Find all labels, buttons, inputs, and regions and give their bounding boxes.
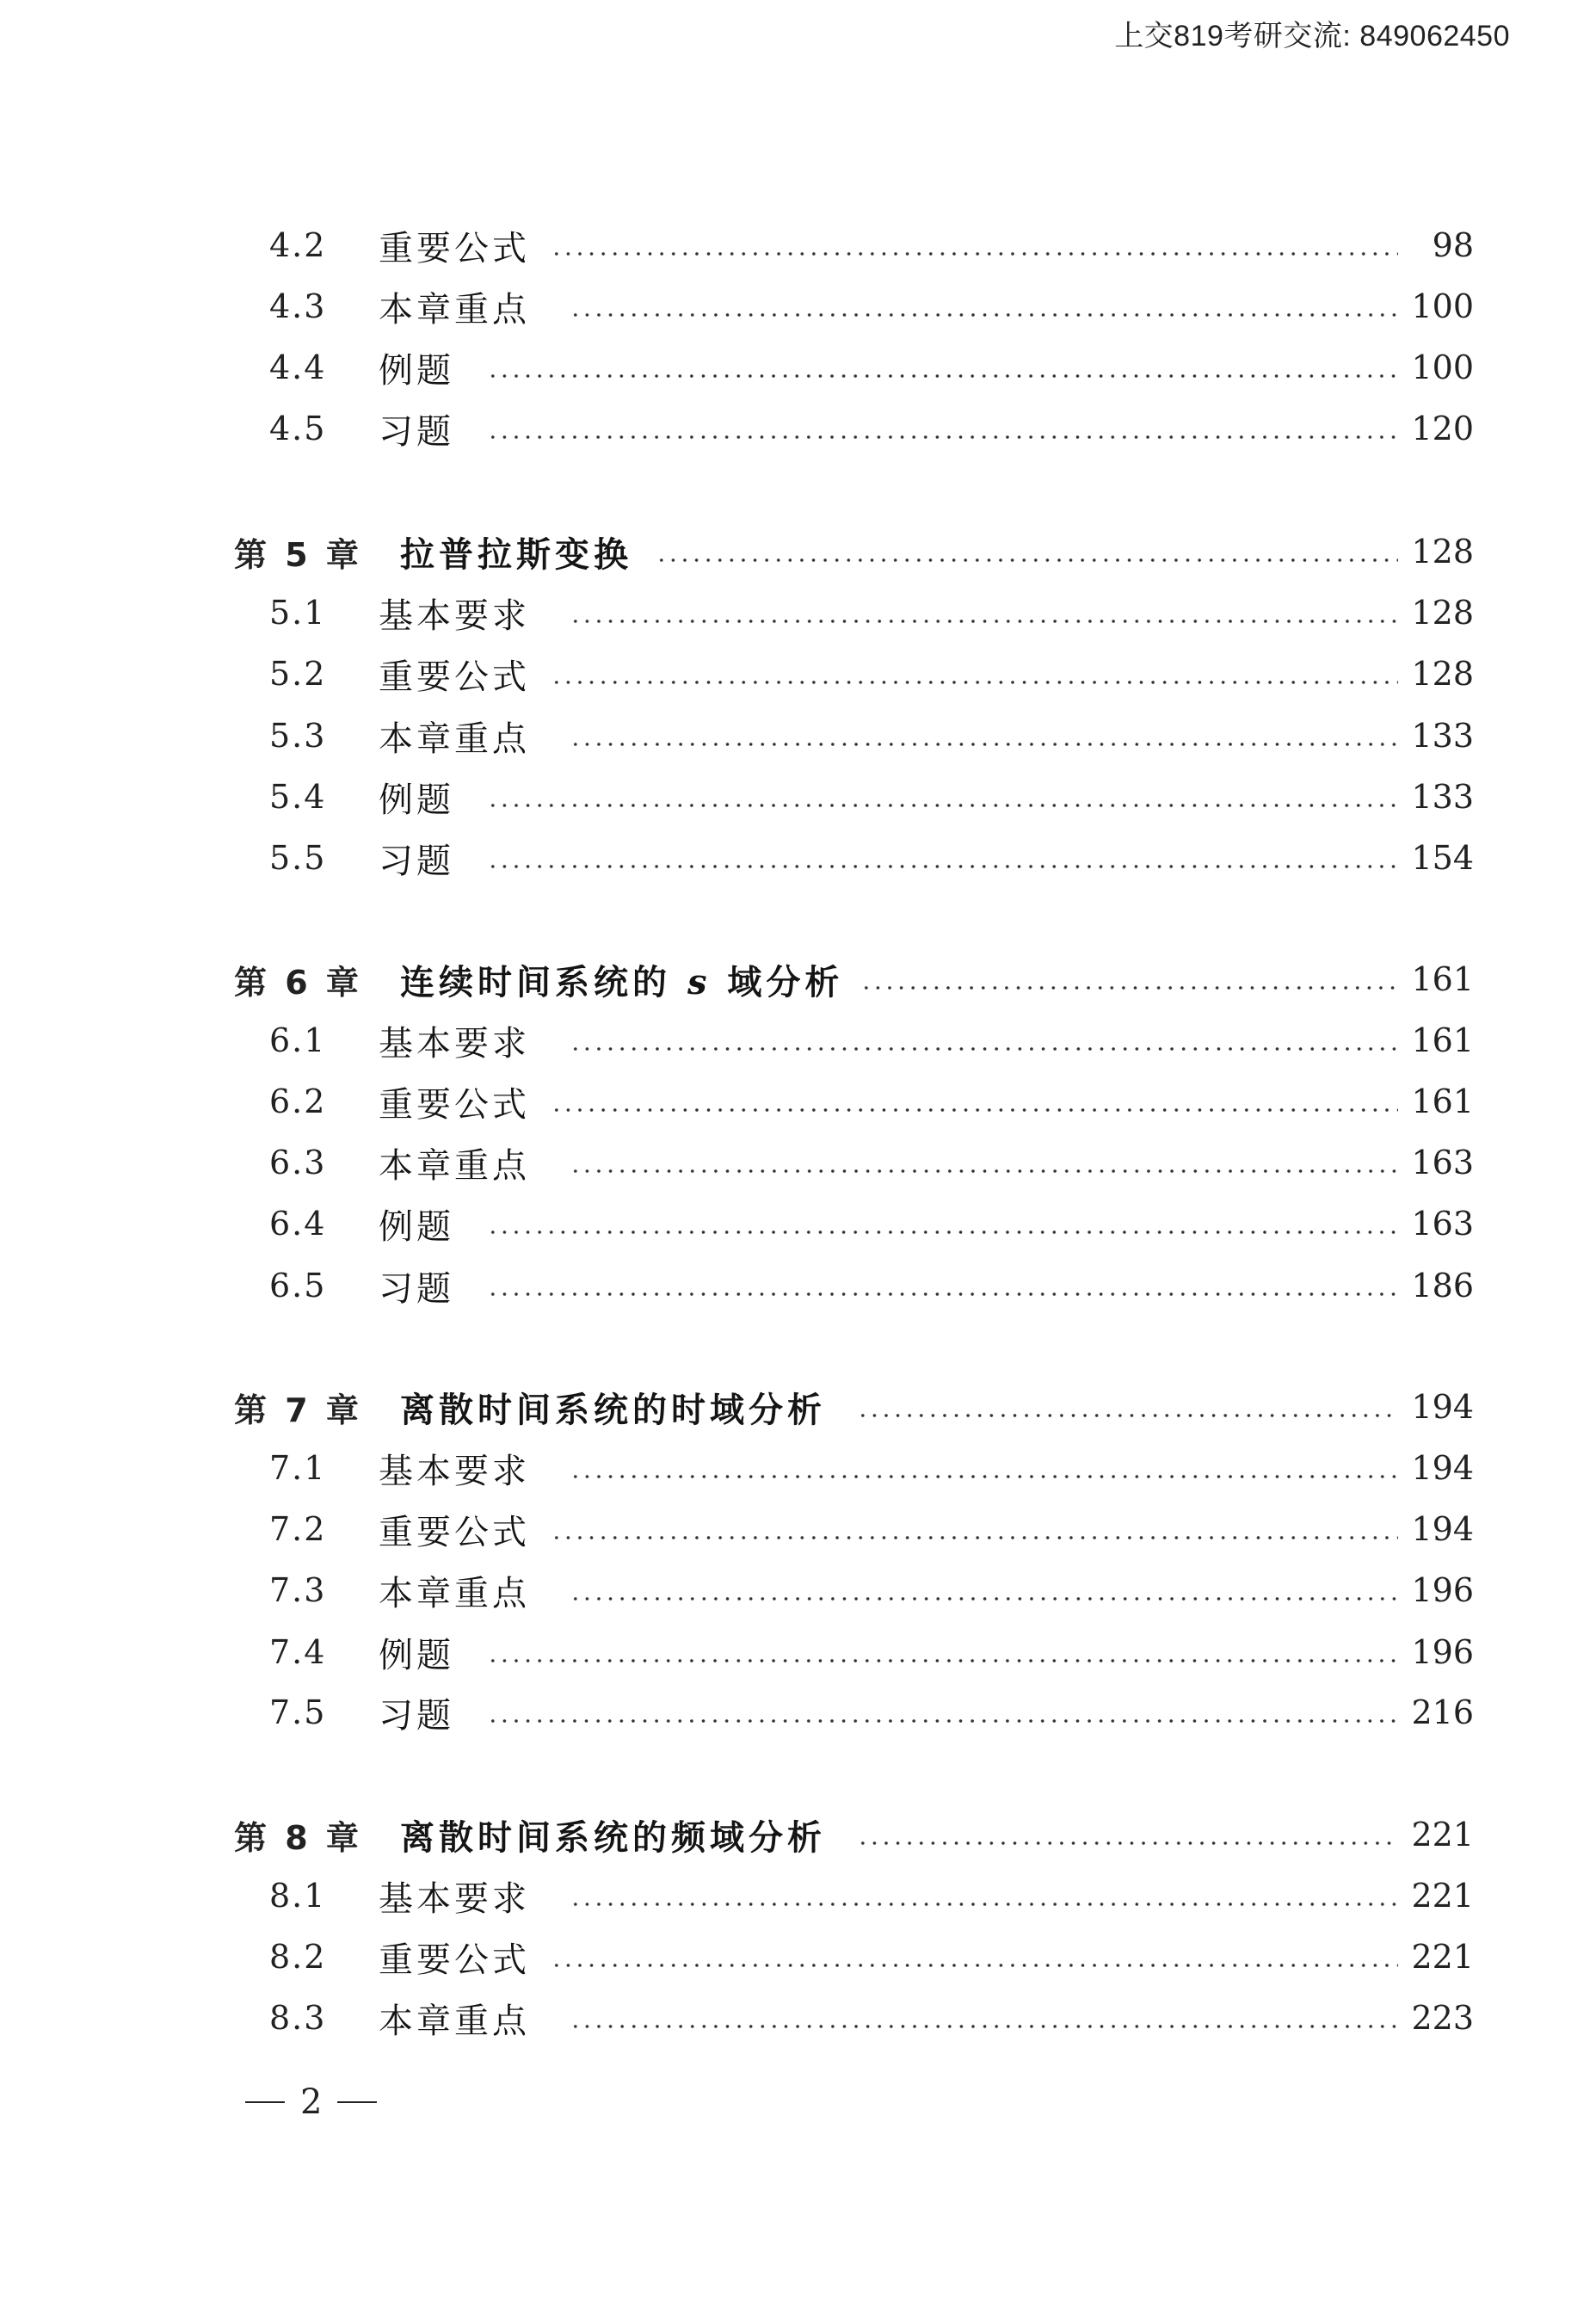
section-number: 7.1 <box>269 1449 327 1487</box>
toc-section-entry[interactable] <box>0 1197 1596 1250</box>
dot-leader <box>551 680 1398 685</box>
section-title: 重要公式 <box>379 1084 530 1125</box>
dot-leader <box>860 985 1398 990</box>
section-title: 基本要求 <box>379 1878 530 1919</box>
toc-section-entry[interactable] <box>0 1564 1596 1617</box>
toc-section-entry[interactable] <box>0 219 1596 272</box>
section-title: 习题 <box>379 1268 454 1309</box>
dot-leader <box>570 2024 1398 2029</box>
page-number: 196 <box>1411 1633 1474 1671</box>
footer-dash-left <box>245 2101 285 2103</box>
section-number: 7.4 <box>269 1633 327 1671</box>
toc-section-entry[interactable] <box>0 1930 1596 1983</box>
section-title: 习题 <box>379 411 454 452</box>
section-number: 5.3 <box>269 717 327 755</box>
toc-section-entry[interactable] <box>0 770 1596 823</box>
section-number: 6.1 <box>269 1021 327 1059</box>
dot-leader <box>570 742 1398 747</box>
dot-leader <box>487 803 1398 808</box>
toc-section-entry[interactable] <box>0 1441 1596 1495</box>
section-title: 本章重点 <box>379 719 530 759</box>
dot-leader <box>551 1107 1398 1113</box>
toc-section-entry[interactable] <box>0 831 1596 885</box>
page-number: 186 <box>1411 1267 1474 1305</box>
section-title: 例题 <box>379 780 454 820</box>
dot-leader <box>570 1902 1398 1907</box>
toc-chapter-entry[interactable] <box>0 1808 1596 1861</box>
page-footer <box>245 2082 377 2122</box>
page-number: 161 <box>1411 960 1474 998</box>
section-number: 8.2 <box>269 1938 327 1976</box>
toc-section-entry[interactable] <box>0 280 1596 333</box>
section-number: 5.1 <box>269 594 327 632</box>
section-number: 7.5 <box>269 1693 327 1731</box>
dot-leader <box>570 1169 1398 1174</box>
chapter-title: 拉普拉斯变换 <box>400 534 632 575</box>
dot-leader <box>487 1718 1398 1724</box>
chapter-title: 连续时间系统的 s 域分析 <box>400 961 844 1002</box>
toc-section-entry[interactable] <box>0 1014 1596 1067</box>
page-number: 161 <box>1411 1021 1474 1059</box>
toc-chapter-entry[interactable] <box>0 953 1596 1006</box>
section-number: 5.5 <box>269 839 327 877</box>
dot-leader <box>487 1658 1398 1663</box>
page-number: 221 <box>1411 1877 1474 1915</box>
section-number: 4.3 <box>269 287 327 325</box>
section-title: 基本要求 <box>379 1023 530 1064</box>
section-number: 7.3 <box>269 1571 327 1609</box>
toc-section-entry[interactable] <box>0 709 1596 762</box>
page-number: 133 <box>1411 778 1474 816</box>
page-number: 216 <box>1411 1693 1474 1731</box>
footer-page-number: 2 <box>300 2082 323 2122</box>
page-number: 223 <box>1411 1999 1474 2037</box>
toc-section-entry[interactable] <box>0 586 1596 639</box>
chapter-number: 第 6 章 <box>234 963 362 1002</box>
toc-section-entry[interactable] <box>0 1136 1596 1189</box>
toc-section-entry[interactable] <box>0 1259 1596 1312</box>
section-title: 本章重点 <box>379 1573 530 1613</box>
section-number: 4.4 <box>269 348 327 386</box>
section-title: 本章重点 <box>379 2001 530 2041</box>
section-number: 6.5 <box>269 1267 327 1305</box>
section-title: 基本要求 <box>379 1451 530 1491</box>
page-number: 100 <box>1411 348 1474 386</box>
page-number: 194 <box>1411 1388 1474 1426</box>
dot-leader <box>487 1292 1398 1297</box>
section-title: 重要公式 <box>379 657 530 697</box>
section-number: 8.3 <box>269 1999 327 2037</box>
page-number: 221 <box>1411 1938 1474 1976</box>
dot-leader <box>551 1963 1398 1968</box>
toc-section-entry[interactable] <box>0 341 1596 394</box>
section-title: 基本要求 <box>379 595 530 636</box>
dot-leader <box>551 251 1398 256</box>
section-number: 8.1 <box>269 1877 327 1915</box>
section-title: 例题 <box>379 1635 454 1675</box>
toc-chapter-entry[interactable] <box>0 525 1596 578</box>
page-number: 128 <box>1411 655 1474 693</box>
section-title: 习题 <box>379 1695 454 1736</box>
section-number: 6.2 <box>269 1082 327 1120</box>
page-number: 221 <box>1411 1816 1474 1853</box>
page-number: 120 <box>1411 410 1474 447</box>
section-title: 例题 <box>379 350 454 391</box>
page-number: 128 <box>1411 594 1474 632</box>
toc-section-entry[interactable] <box>0 402 1596 455</box>
page-number: 194 <box>1411 1449 1474 1487</box>
section-number: 7.2 <box>269 1510 327 1548</box>
toc-section-entry[interactable] <box>0 1502 1596 1556</box>
toc-section-entry[interactable] <box>0 1075 1596 1128</box>
section-number: 4.5 <box>269 410 327 447</box>
dot-leader <box>857 1841 1398 1846</box>
chapter-number: 第 8 章 <box>234 1818 362 1857</box>
section-number: 5.4 <box>269 778 327 816</box>
section-number: 6.4 <box>269 1205 327 1243</box>
dot-leader <box>570 1046 1398 1052</box>
page-number: 163 <box>1411 1205 1474 1243</box>
page-number: 128 <box>1411 533 1474 571</box>
section-title: 重要公式 <box>379 228 530 268</box>
dot-leader <box>487 373 1398 379</box>
footer-dash-right <box>337 2101 377 2103</box>
toc-section-entry[interactable] <box>0 1869 1596 1922</box>
italic-variable-s: s <box>687 961 712 1002</box>
page-number: 194 <box>1411 1510 1474 1548</box>
dot-leader <box>551 1535 1398 1540</box>
toc-section-entry[interactable] <box>0 1686 1596 1739</box>
chapter-title: 离散时间系统的时域分析 <box>400 1390 826 1430</box>
section-title: 例题 <box>379 1206 454 1247</box>
dot-leader <box>487 435 1398 440</box>
page-number: 100 <box>1411 287 1474 325</box>
section-title: 本章重点 <box>379 289 530 330</box>
section-title: 重要公式 <box>379 1512 530 1552</box>
page-number: 161 <box>1411 1082 1474 1120</box>
dot-leader <box>656 558 1398 563</box>
section-number: 6.3 <box>269 1144 327 1181</box>
chapter-number: 第 7 章 <box>234 1391 362 1429</box>
page-number: 163 <box>1411 1144 1474 1181</box>
section-title: 重要公式 <box>379 1940 530 1980</box>
dot-leader <box>570 1596 1398 1601</box>
dot-leader <box>570 1474 1398 1479</box>
section-number: 4.2 <box>269 226 327 264</box>
section-title: 本章重点 <box>379 1145 530 1186</box>
page-number: 196 <box>1411 1571 1474 1609</box>
dot-leader <box>487 1230 1398 1235</box>
page-number: 154 <box>1411 839 1474 877</box>
chapter-title: 离散时间系统的频域分析 <box>400 1817 826 1858</box>
toc-section-entry[interactable] <box>0 1991 1596 2045</box>
dot-leader <box>857 1413 1398 1418</box>
dot-leader <box>570 619 1398 624</box>
dot-leader <box>487 864 1398 869</box>
section-title: 习题 <box>379 841 454 881</box>
dot-leader <box>570 312 1398 318</box>
page-number: 133 <box>1411 717 1474 755</box>
toc-section-entry[interactable] <box>0 647 1596 700</box>
toc-chapter-entry[interactable] <box>0 1380 1596 1434</box>
chapter-number: 第 5 章 <box>234 535 362 574</box>
watermark-text: 上交819考研交流: 849062450 <box>1114 20 1510 52</box>
page-number: 98 <box>1432 226 1474 264</box>
toc-section-entry[interactable] <box>0 1625 1596 1679</box>
section-number: 5.2 <box>269 655 327 693</box>
